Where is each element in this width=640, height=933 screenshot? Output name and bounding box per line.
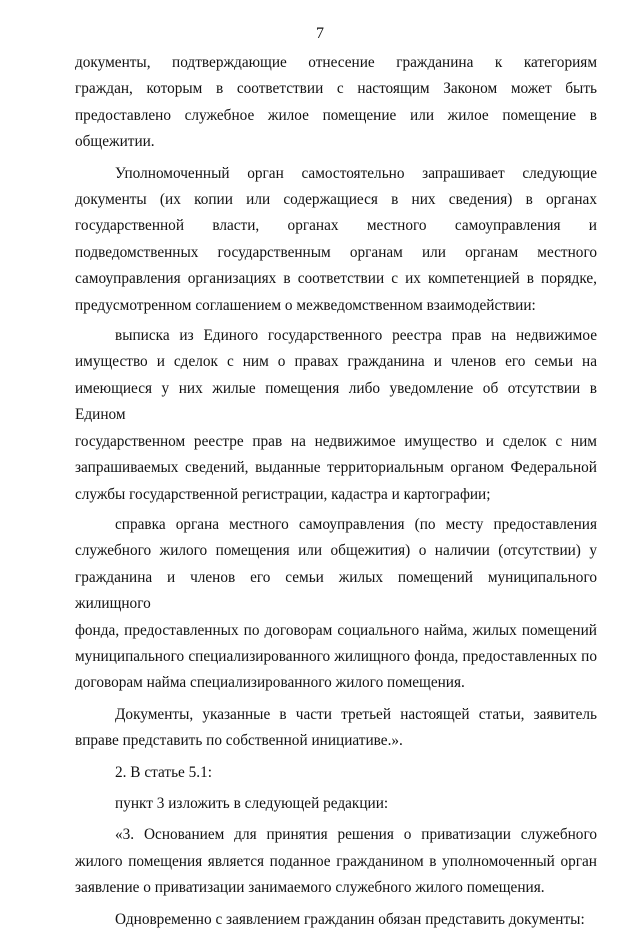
text-line: справка органа местного самоуправления (по месту предоставления [115, 515, 597, 533]
paragraph-documents-confirming [75, 50, 597, 156]
text-line: служебного жилого помещения или общежития) о наличии (отсутствии) у [75, 542, 597, 560]
text-line: общежитии. [75, 133, 155, 151]
text-line: гражданина и членов его семьи жилых помещений муниципального жилищного [75, 568, 597, 613]
text-line: государственном реестре прав на недвижимое имущество и сделок с ним [75, 432, 597, 450]
text-line: имущество и сделок с ним о правах гражданина и членов его семьи на [75, 353, 597, 371]
text-line: пункт 3 изложить в следующей редакции: [115, 794, 389, 812]
text-line: жилого помещения является поданное гражданином в уполномоченный орган [75, 852, 597, 870]
text-line: имеющиеся у них жилые помещения либо уведомление об отсутствии в Едином [75, 379, 597, 424]
text-line: документы, подтверждающие отнесение гражданина к категориям [75, 54, 597, 71]
text-line: Одновременно с заявлением гражданин обязан представить документы: [115, 910, 585, 928]
text-line: «3. Основанием для принятия решения о приватизации служебного [115, 826, 597, 844]
paragraph-registry-extract [75, 323, 597, 508]
text-line: Документы, указанные в части третьей настоящей статьи, заявитель [115, 705, 597, 723]
text-line: фонда, предоставленных по договорам социального найма, жилых помещений [75, 621, 597, 639]
paragraph-article-5-1 [75, 760, 597, 786]
text-line: службы государственной регистрации, кадастра и картографии; [75, 485, 491, 503]
text-line: муниципального специализированного жилищного фонда, предоставленных по [75, 647, 597, 665]
paragraph-clause-3-new-wording [75, 791, 597, 817]
document-body [75, 50, 597, 933]
page-number: 7 [316, 25, 324, 42]
text-line: документы (их копии или содержащиеся в них сведения) в органах [75, 191, 597, 209]
text-line: подведомственных государственным органам или органам местного [75, 243, 597, 261]
text-line: запрашиваемых сведений, выданные территориальным органом Федеральной [75, 459, 597, 477]
paragraph-applicant-own-initiative [75, 702, 597, 755]
paragraph-simultaneous-documents [75, 907, 597, 933]
text-line: 2. В статье 5.1: [115, 763, 213, 781]
text-line: государственной власти, органах местного самоуправления и [75, 217, 597, 235]
paragraph-authorized-body-requests [75, 161, 597, 319]
text-line: вправе представить по собственной инициативе.». [75, 732, 403, 750]
text-line: заявление о приватизации занимаемого служебного жилого помещения. [75, 879, 545, 897]
paragraph-privatization-basis [75, 822, 597, 901]
text-line: предусмотренном соглашением о межведомственном взаимодействии: [75, 296, 536, 314]
text-line: самоуправления организациях в соответствии с их компетенцией в порядке, [75, 270, 597, 288]
text-line: граждан, которым в соответствии с настоящим Законом может быть [75, 80, 597, 98]
text-line: предоставлено служебное жилое помещение или жилое помещение в [75, 106, 597, 124]
paragraph-local-authority-certificate [75, 512, 597, 697]
text-line: договорам найма специализированного жилого помещения. [75, 674, 465, 692]
text-line: Уполномоченный орган самостоятельно запрашивает следующие [115, 164, 597, 182]
text-line: выписка из Единого государственного реестра прав на недвижимое [115, 327, 597, 345]
